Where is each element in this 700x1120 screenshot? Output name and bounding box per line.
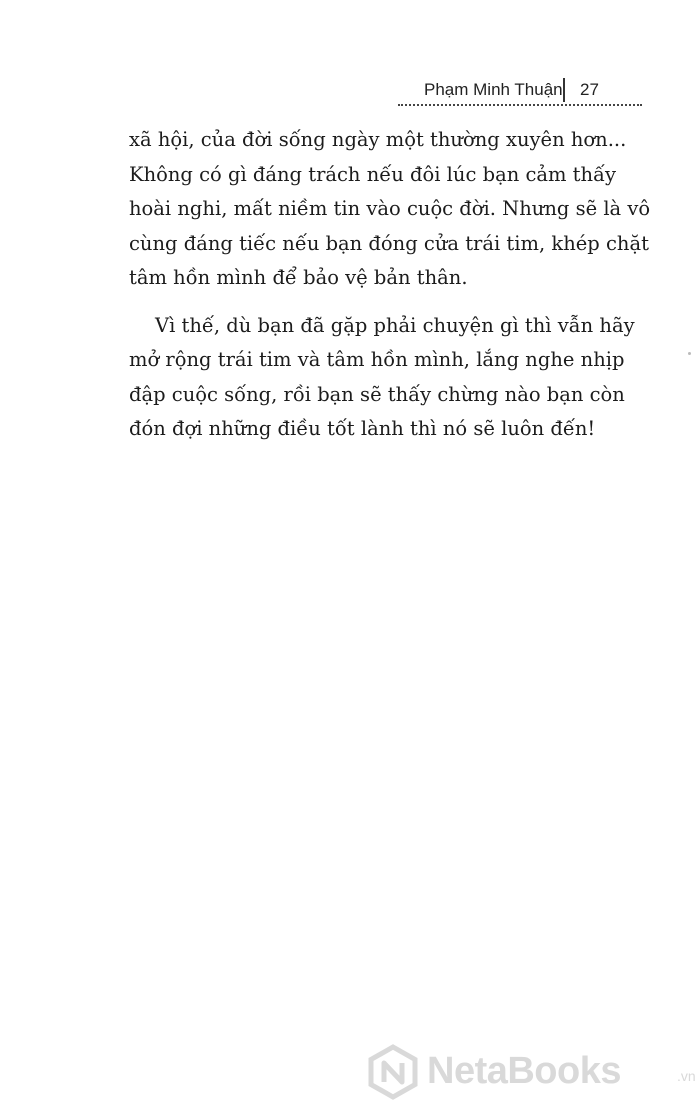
text-line: mở rộng trái tim và tâm hồn mình, lắng nghe nhịp xyxy=(129,348,625,371)
body-text xyxy=(129,123,651,447)
paragraph-spacer xyxy=(129,296,599,309)
paragraph-1 xyxy=(129,123,651,296)
watermark-brand: NetaBooks xyxy=(427,1050,621,1092)
text-line: Vì thế, dù bạn đã gặp phải chuyện gì thì vẫn hãy xyxy=(155,313,635,337)
header-author: Phạm Minh Thuận xyxy=(424,80,563,99)
header-dotted-rule xyxy=(398,104,642,106)
paragraph-2 xyxy=(129,309,635,447)
page-number: 27 xyxy=(580,80,599,99)
text-line: tâm hồn mình để bảo vệ bản thân. xyxy=(129,266,468,289)
running-header xyxy=(400,78,642,104)
text-line: đón đợi những điều tốt lành thì nó sẽ luôn đến! xyxy=(129,417,596,440)
scan-speck xyxy=(688,352,691,355)
text-line: đập cuộc sống, rồi bạn sẽ thấy chừng nào bạn còn xyxy=(129,382,625,406)
text-line: Không có gì đáng trách nếu đôi lúc bạn cảm thấy xyxy=(129,162,617,186)
netabooks-logo-icon xyxy=(365,1044,421,1100)
text-line: cùng đáng tiếc nếu bạn đóng cửa trái tim, khép chặt xyxy=(129,231,649,255)
watermark xyxy=(365,1044,695,1100)
text-line: hoài nghi, mất niềm tin vào cuộc đời. Nhưng sẽ là vô xyxy=(129,197,651,220)
text-line: xã hội, của đời sống ngày một thường xuyên hơn... xyxy=(129,128,627,151)
watermark-tld: .vn xyxy=(677,1068,696,1084)
header-separator xyxy=(563,78,565,102)
